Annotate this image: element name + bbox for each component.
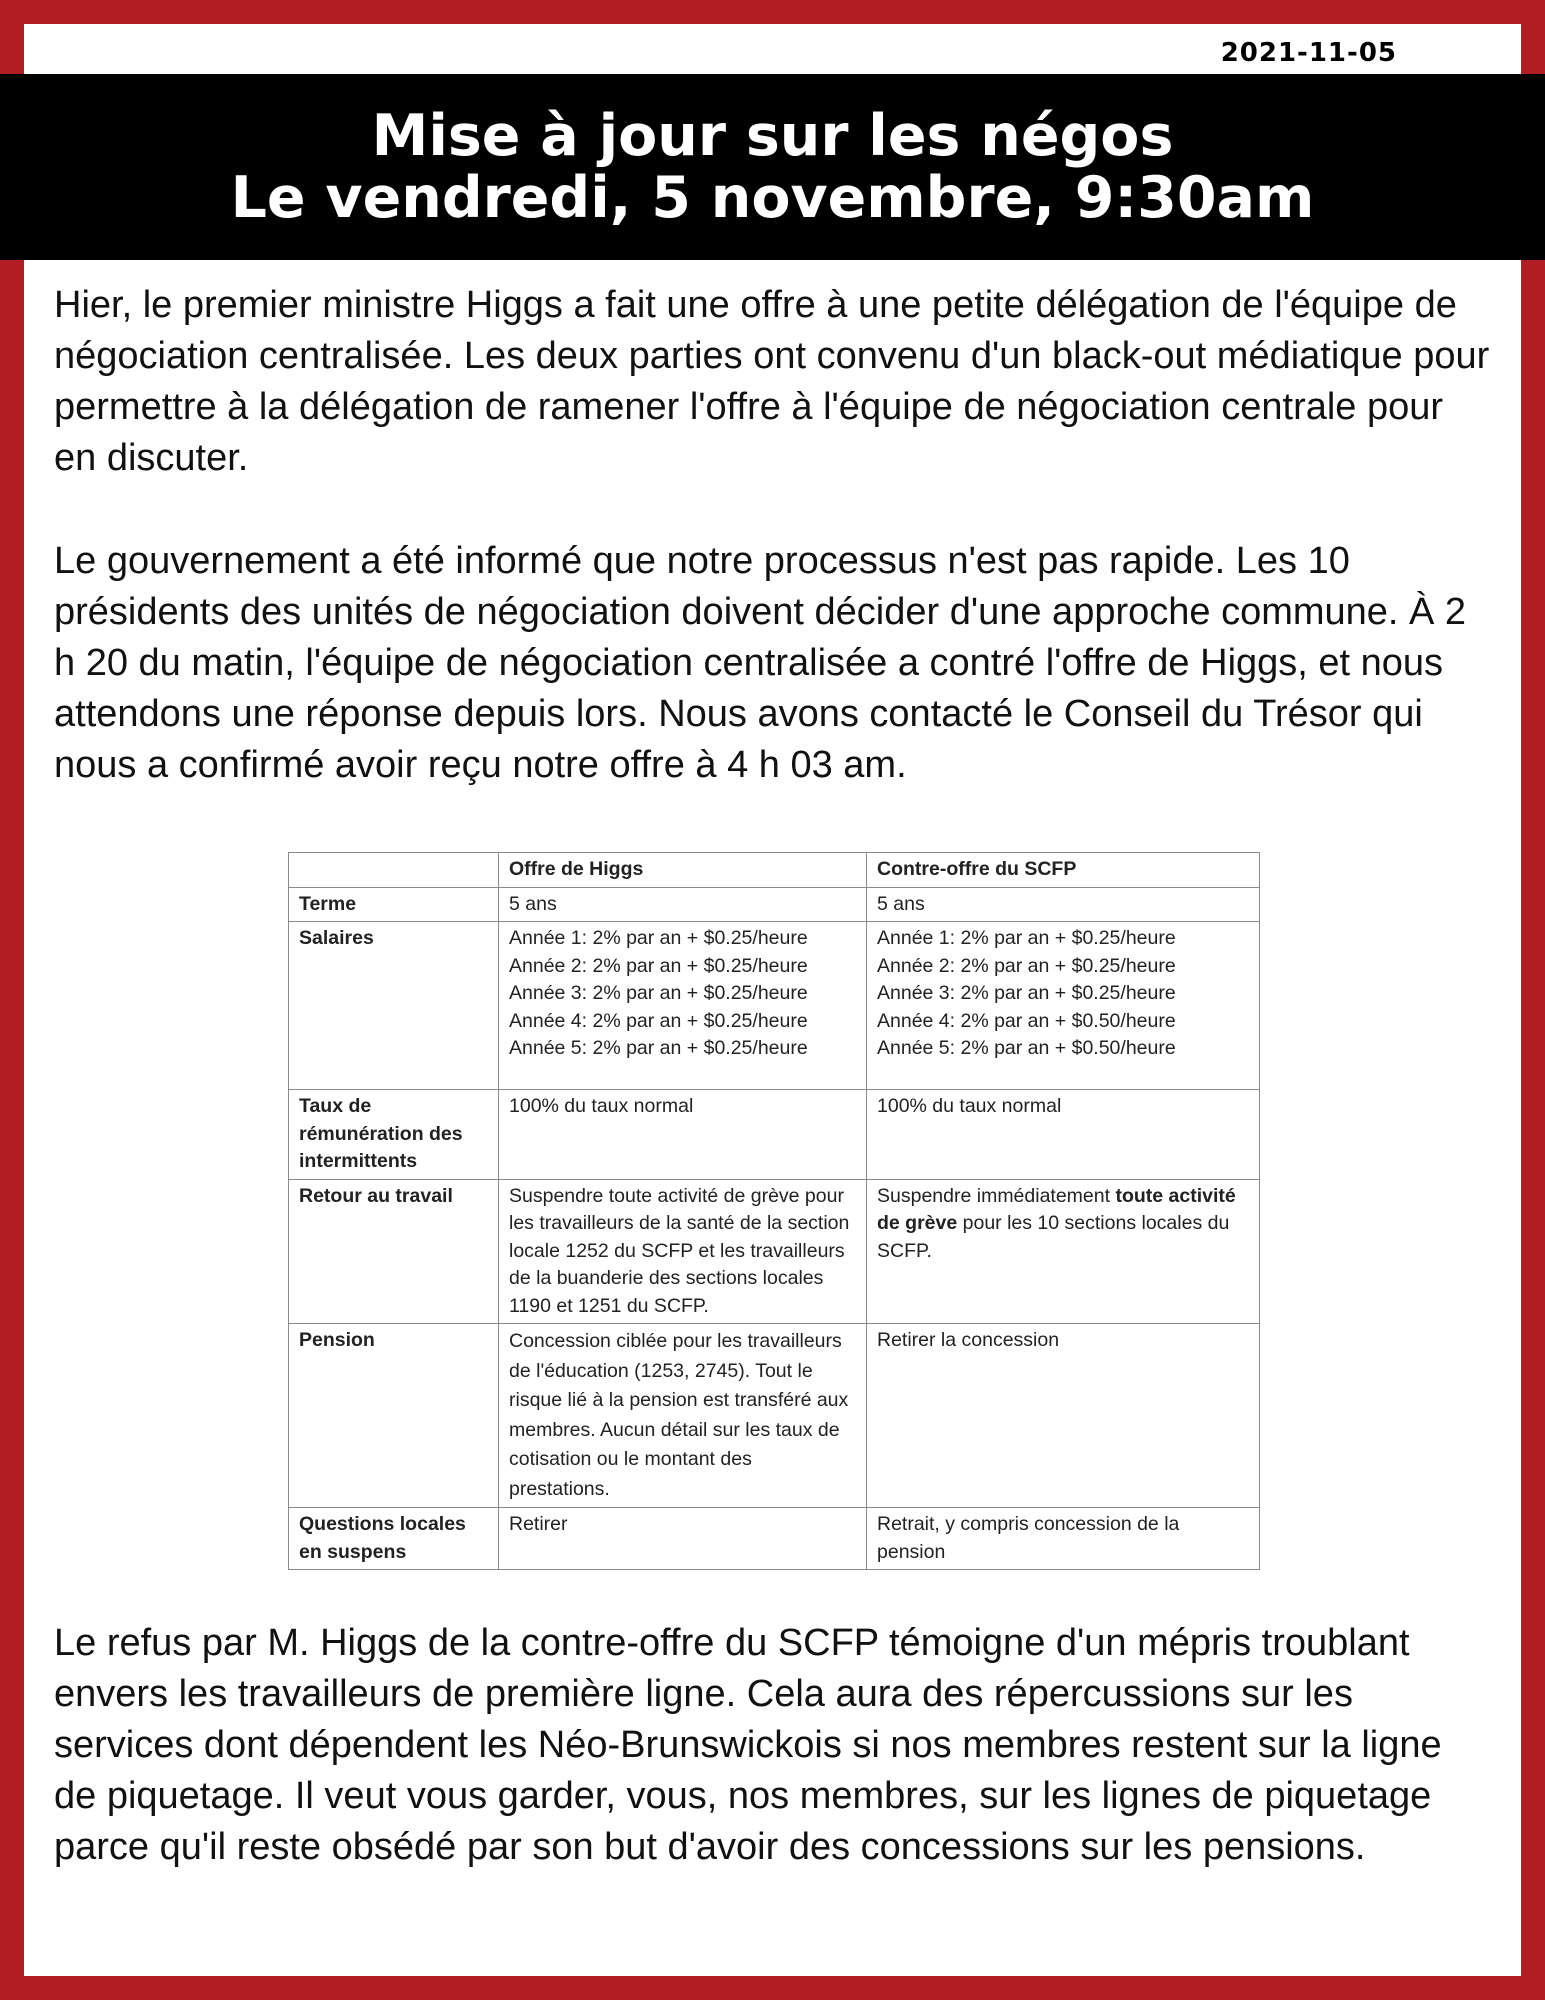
paragraph-offer: Hier, le premier ministre Higgs a fait une offre à une petite délégation de l'équipe de négociation centralisée. Les deux parties ont convenu d'un black-out médiatique pour permettre à la délégation de ramener l'offre à l'équipe de négociation centrale pour en discuter. bbox=[54, 284, 1490, 479]
salary-line: Année 5: 2% par an + $0.50/heure bbox=[877, 1037, 1176, 1059]
cell-pension-scfp: Retirer la concession bbox=[867, 1324, 1260, 1508]
document-date: 2021-11-05 bbox=[1220, 38, 1397, 68]
table-header-row bbox=[289, 853, 1260, 888]
cell-pension-higgs: Concession ciblée pour les travailleurs de l'éducation (1253, 2745). Tout le risque lié à la pension est transféré aux membres. Aucun détail sur les taux de cotisation ou le montant des prestations. bbox=[499, 1324, 867, 1508]
cell-taux-scfp: 100% du taux normal bbox=[867, 1090, 1260, 1180]
salary-line: Année 1: 2% par an + $0.25/heure bbox=[877, 927, 1176, 949]
header-cell-higgs: Offre de Higgs bbox=[499, 853, 867, 888]
table-row-salaires bbox=[289, 922, 1260, 1090]
cell-terme-higgs: 5 ans bbox=[499, 887, 867, 922]
salary-line: Année 1: 2% par an + $0.25/heure bbox=[509, 927, 808, 949]
table-row-pension bbox=[289, 1324, 1260, 1508]
cell-salaires-scfp bbox=[867, 922, 1260, 1090]
cell-retour-scfp bbox=[867, 1179, 1260, 1324]
paragraph-process: Le gouvernement a été informé que notre processus n'est pas rapide. Les 10 présidents des unités de négociation doivent décider d'une approche commune. À 2 h 20 du matin, l'équipe de négociation centralisée a contré l'offre de Higgs, et nous attendons une réponse depuis lors. Nous avons contacté le Conseil du Trésor qui nous a confirmé avoir reçu notre offre à 4 h 03 am. bbox=[54, 540, 1467, 786]
table-row-retour bbox=[289, 1179, 1260, 1324]
title-line-1: Mise à jour sur les négos bbox=[371, 103, 1174, 169]
salary-line: Année 3: 2% par an + $0.25/heure bbox=[877, 982, 1176, 1004]
cell-questions-higgs: Retirer bbox=[499, 1508, 867, 1570]
title-banner bbox=[0, 74, 1545, 260]
row-label-taux: Taux de rémunération des intermittents bbox=[289, 1090, 499, 1180]
retour-scfp-text: Suspendre immédiatement bbox=[877, 1184, 1116, 1207]
header-cell-scfp: Contre-offre du SCFP bbox=[867, 853, 1260, 888]
salary-line: Année 4: 2% par an + $0.50/heure bbox=[877, 1009, 1176, 1032]
salary-line: Année 2: 2% par an + $0.25/heure bbox=[877, 954, 1176, 977]
table-row-taux bbox=[289, 1090, 1260, 1180]
comparison-table-wrapper bbox=[288, 852, 1259, 1570]
row-label-salaires: Salaires bbox=[289, 922, 499, 1090]
cell-retour-higgs: Suspendre toute activité de grève pour les travailleurs de la santé de la section locale 1252 du SCFP et les travailleurs de la buanderie des sections locales 1190 et 1251 du SCFP. bbox=[499, 1179, 867, 1324]
row-label-pension: Pension bbox=[289, 1324, 499, 1508]
cell-terme-scfp: 5 ans bbox=[867, 887, 1260, 922]
table-row-terme bbox=[289, 887, 1260, 922]
cell-questions-scfp: Retrait, y compris concession de la pension bbox=[867, 1508, 1260, 1570]
row-label-terme: Terme bbox=[289, 887, 499, 922]
salary-line: Année 3: 2% par an + $0.25/heure bbox=[509, 982, 808, 1004]
title-line-2: Le vendredi, 5 novembre, 9:30am bbox=[230, 165, 1315, 231]
row-label-questions: Questions locales en suspens bbox=[289, 1508, 499, 1570]
retour-scfp-text-end: pour les 10 sections locales du SCFP. bbox=[877, 1212, 1230, 1262]
salary-line: Année 5: 2% par an + $0.25/heure bbox=[509, 1037, 808, 1059]
header-cell-empty bbox=[289, 853, 499, 888]
salary-line: Année 4: 2% par an + $0.25/heure bbox=[509, 1009, 808, 1032]
comparison-table bbox=[288, 852, 1260, 1570]
paragraph-refusal: Le refus par M. Higgs de la contre-offre du SCFP témoigne d'un mépris troublant envers les travailleurs de première ligne. Cela aura des répercussions sur les services dont dépendent les Néo-Brunswickois si nos membres restent sur la ligne de piquetage. Il veut vous garder, vous, nos membres, sur les lignes de piquetage parce qu'il reste obsédé par son but d'avoir des concessions sur les pensions. bbox=[54, 1622, 1442, 1868]
row-label-retour: Retour au travail bbox=[289, 1179, 499, 1324]
table-row-questions bbox=[289, 1508, 1260, 1570]
retour-scfp-emphasis: toute activité de grève bbox=[877, 1184, 1236, 1234]
cell-taux-higgs: 100% du taux normal bbox=[499, 1090, 867, 1180]
cell-salaires-higgs bbox=[499, 922, 867, 1090]
salary-line: Année 2: 2% par an + $0.25/heure bbox=[509, 954, 808, 977]
